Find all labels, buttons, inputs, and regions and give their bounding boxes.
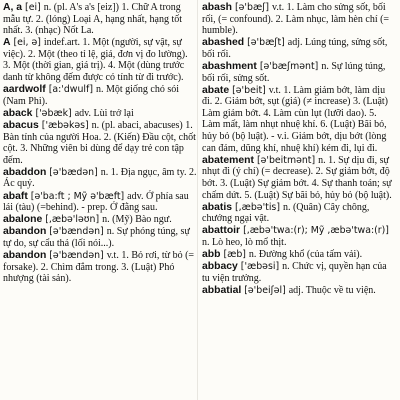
entry-pronunciation: [a:'dwulf] [45,84,96,96]
entry-definition: adv. Ở phía sau lái (tàu) (=behind). - prep. Ở đằng sau. [3,190,189,214]
dictionary-entry [3,120,197,166]
left-column [3,2,197,400]
entry-definition: n. (pl. abaci, abacuses) 1. Bàn tính của người Hoa. 2. (Kiến) Đầu cột, chốt cột. 3. Những viên bi dùng để dạy trẻ con tập đếm. [3,119,196,166]
entry-pronunciation: [,æbə'tis] [232,201,283,213]
entry-definition: v.t. 1. Bỏ rơi, từ bỏ (= forsake). 2. Chìm đắm trong. 3. (Luật) Phó nhượng (tài sản). [3,249,195,285]
entry-definition: n. Một giống chó sói (Nam Phi). [3,84,180,107]
dictionary-entry [3,108,197,120]
entry-pronunciation: [ə'beiʃəl] [241,284,289,296]
entry-pronunciation: ['æbəsi] [237,261,283,273]
entry-definition: n. Sự phóng túng, sự tự do, sự cẩu thả (lối nói...). [3,226,190,249]
entry-headword: abb [202,248,221,260]
dictionary-entry [202,2,396,37]
entry-headword: aback [3,107,33,119]
dictionary-entry [202,225,396,248]
dictionary-entry [202,202,396,225]
dictionary-entry [202,249,396,261]
entry-headword: A [3,37,11,49]
dictionary-entry [202,261,396,284]
dictionary-entry [3,226,197,249]
entry-headword: abandon [3,226,47,238]
entry-definition: n. Chức vị, quyền hạn của tu viện trưởng. [202,261,387,284]
dictionary-entry [3,2,197,37]
entry-pronunciation: [æb] [220,248,249,260]
entry-headword: abashed [202,37,245,49]
entry-pronunciation: [ə'bæʃmənt] [256,60,322,72]
entry-pronunciation: [ə'beitmənt] [253,154,319,166]
dictionary-entry [202,61,396,84]
entry-definition: n. Đường khổ (của tấm vải). [248,248,363,260]
entry-headword: abandon [3,249,47,261]
entry-headword: abalone [3,214,43,226]
right-column [202,2,396,400]
entry-pronunciation: [ə'bædən] [46,166,101,178]
entry-definition: n. Lò heo, lò mổ thịt. [202,236,287,248]
entry-definition: adv. Lùi trở lại [74,107,134,119]
entry-definition: adj. Thuộc về tu viện. [288,284,376,296]
entry-headword: abacus [3,119,39,131]
entry-pronunciation: [ə'ba:ft ; Mỹ ə'bæft] [27,190,128,202]
entry-pronunciation: ['əbæk] [32,107,75,119]
entry-pronunciation: [ə'bæʃt] [244,37,288,49]
entry-definition: v.t. 1. Làm cho sửng sốt, bối rối, (= confound). 2. Làm nhục, làm hèn chí (= humble). [202,2,390,37]
dictionary-entry [3,167,197,190]
dictionary-entry [3,84,197,107]
entry-headword: abbacy [202,261,238,273]
entry-definition: n. (Quân) Cây chông, chướng ngại vật. [202,201,370,225]
dictionary-entry [202,37,396,60]
entry-headword: abatis [202,201,233,213]
entry-pronunciation: ['æbəkəs] [38,119,92,131]
entry-definition: n. Sự lúng túng, bối rối, sửng sốt. [202,60,386,84]
entry-pronunciation: [ə'bændən] [46,249,107,261]
entry-headword: abaft [3,190,28,202]
entry-definition: n. (pl. A's a's [eiz]) 1. Chữ A trong mẫu tự. 2. (lóng) Loại A, hạng nhất, hạng tốt nhất. 3. (nhạc) Nốt La. [3,2,182,37]
dictionary-entry [202,155,396,201]
entry-headword: abaddon [3,166,47,178]
entry-definition: adj. Lúng túng, sửng sốt, bối rối. [202,37,388,60]
dictionary-entry [202,285,396,297]
entry-definition: n. (Mỹ) Bào ngư. [102,214,172,226]
entry-headword: abatement [202,154,254,166]
entry-headword: abash [202,2,233,13]
dictionary-entry [3,250,197,285]
entry-headword: abashment [202,60,257,72]
dictionary-entry [202,85,396,155]
entry-headword: A, a [3,2,23,13]
dictionary-entry [3,37,197,83]
entry-pronunciation: [ei] [22,2,44,13]
dictionary-entry [3,191,197,214]
entry-pronunciation: [ə'bæʃ] [232,2,272,13]
entry-pronunciation: [ə'bændən] [46,226,107,238]
entry-definition: indef.art. 1. Một (người, sự vật, sự việc). 2. Một (theo tỉ lệ, giá, đơn vị đo lường). 3. Một (thời gian, giá trị). 4. Một (dùng trước danh từ không đếm được có tính từ đi trước). [3,37,188,84]
entry-definition: n. 1. Sự dịu đi, sự nhụt đi (ý chí) (= decrease). 2. Sự giảm bớt, độ bớt. 3. (Luật) Sự giảm bớt. 4. Sự thanh toán; sự chấm dứt. 5. (Luật) Sự bãi bỏ, hủy bỏ (bộ luật). [202,154,392,201]
entry-pronunciation: [ei, ə] [10,37,44,49]
entry-headword: abattoir [202,225,241,237]
entry-pronunciation: [,æbə'twa:(r); Mỹ ,æbə'twa:(r)] [240,225,389,237]
entry-headword: abbatial [202,284,242,296]
entry-pronunciation: [ə'beit] [229,84,269,96]
entry-headword: abate [202,84,230,96]
entry-headword: aardwolf [3,84,46,96]
column-divider [197,0,198,400]
entry-definition: v.t. 1. Làm giảm bớt, làm dịu đi. 2. Giảm bớt, sụt (giá) (≠ increase) 3. (Luật) Làm giảm bớt. 4. Làm cùn lụt (lưỡi dao). 5. Làm mất, làm nhụt nhuệ khí. 6. (Luật) Bãi bỏ, hủy bỏ (bộ luật). - v.i. Giảm bớt, dịu bớt (lòng can đảm, dũng khí, nhuệ khí) kém đi, lụi đi. [202,84,388,154]
dictionary-entry [3,214,197,226]
entry-pronunciation: [,æbə'ləʊn] [42,214,103,226]
entry-definition: n. 1. Địa ngục, âm ty. 2. Ác quỷ. [3,166,197,190]
